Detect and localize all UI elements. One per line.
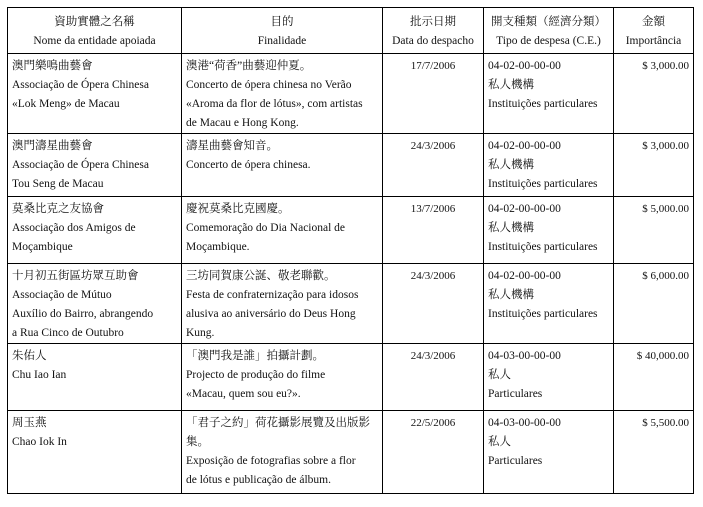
header-amount-zh: 金額: [642, 16, 665, 28]
entity-line: Chao Iok In: [12, 436, 67, 448]
purpose-line: Concerto de ópera chinesa.: [186, 159, 311, 171]
table-row: [8, 197, 694, 264]
amount-cell: $ 40,000.00: [614, 344, 694, 411]
header-amount-pt: Importância: [625, 35, 682, 47]
header-expense-zh: 開支種類（經濟分類）: [491, 16, 606, 28]
entity-line: Tou Seng de Macau: [12, 178, 104, 190]
entity-line: 朱佑人: [12, 350, 47, 362]
header-expense-type: [484, 8, 614, 54]
purpose-cell: [182, 264, 383, 344]
purpose-line: 三坊同賀康公誕、敬老聯歡。: [186, 270, 336, 282]
expense-line: Instituições particulares: [488, 178, 598, 190]
entity-line: 澳門濤星曲藝會: [12, 140, 93, 152]
entity-cell: [8, 411, 182, 494]
purpose-cell: [182, 344, 383, 411]
entity-line: 周玉燕: [12, 417, 47, 429]
expense-cell: [484, 54, 614, 134]
header-purpose-pt: Finalidade: [257, 35, 307, 47]
purpose-line: 濤星曲藝會知音。: [186, 140, 278, 152]
entity-line: Associação de Mútuo: [12, 289, 112, 301]
entity-line: Associação dos Amigos de: [12, 222, 136, 234]
entity-cell: [8, 197, 182, 264]
purpose-line: 澳港“荷香”曲藝迎仲夏。: [186, 60, 312, 72]
table-row: [8, 54, 694, 134]
expense-line: 私人機構: [488, 79, 534, 91]
expense-cell: [484, 264, 614, 344]
date-cell: 22/5/2006: [383, 411, 484, 494]
purpose-line: 「澳門我是誰」拍攝計劃。: [186, 350, 324, 362]
header-purpose: [182, 8, 383, 54]
entity-line: a Rua Cinco de Outubro: [12, 327, 124, 339]
purpose-cell: [182, 134, 383, 197]
purpose-line: Festa de confraternização para idosos: [186, 289, 359, 301]
purpose-line: Exposição de fotografias sobre a flor: [186, 455, 356, 467]
expense-cell: [484, 411, 614, 494]
header-date-pt: Data do despacho: [392, 35, 474, 47]
table-row: [8, 134, 694, 197]
entity-line: «Lok Meng» de Macau: [12, 98, 120, 110]
header-expense-pt: Tipo de despesa (C.E.): [496, 35, 601, 47]
entity-cell: [8, 264, 182, 344]
entity-line: 十月初五街區坊眾互助會: [12, 270, 139, 282]
purpose-line: de lótus e publicação de álbum.: [186, 474, 331, 486]
expense-line: 私人: [488, 436, 511, 448]
expense-line: 04-02-00-00-00: [488, 140, 561, 152]
purpose-line: «Aroma da flor de lótus», com artistas: [186, 98, 363, 110]
header-entity-pt: Nome da entidade apoiada: [33, 35, 156, 47]
expense-line: Particulares: [488, 455, 543, 467]
expense-line: 04-02-00-00-00: [488, 60, 561, 72]
date-cell: 17/7/2006: [383, 54, 484, 134]
amount-cell: $ 5,500.00: [614, 411, 694, 494]
table-row: [8, 264, 694, 344]
table-row: [8, 344, 694, 411]
amount-cell: $ 5,000.00: [614, 197, 694, 264]
purpose-line: 慶祝莫桑比克國慶。: [186, 203, 290, 215]
purpose-line: Moçambique.: [186, 241, 250, 253]
date-cell: 24/3/2006: [383, 264, 484, 344]
header-purpose-zh: 目的: [270, 16, 294, 28]
table-header-row: [8, 8, 694, 54]
amount-cell: $ 6,000.00: [614, 264, 694, 344]
entity-line: Auxílio do Bairro, abrangendo: [12, 308, 154, 320]
date-cell: 13/7/2006: [383, 197, 484, 264]
expense-line: 私人: [488, 369, 511, 381]
entity-line: Associação de Ópera Chinesa: [12, 159, 149, 171]
expense-line: 04-02-00-00-00: [488, 270, 561, 282]
purpose-line: 「君子之約」荷花攝影展覽及出版影: [186, 417, 370, 429]
purpose-cell: [182, 197, 383, 264]
expense-cell: [484, 344, 614, 411]
header-entity-zh: 資助實體之名稱: [54, 16, 135, 28]
purpose-cell: [182, 411, 383, 494]
subsidy-table: [7, 7, 694, 494]
expense-line: 04-02-00-00-00: [488, 203, 561, 215]
entity-line: Moçambique: [12, 241, 73, 253]
entity-cell: [8, 54, 182, 134]
expense-line: Instituições particulares: [488, 98, 598, 110]
entity-cell: [8, 344, 182, 411]
expense-line: 私人機構: [488, 289, 534, 301]
header-date-zh: 批示日期: [410, 16, 456, 28]
amount-cell: $ 3,000.00: [614, 54, 694, 134]
amount-cell: $ 3,000.00: [614, 134, 694, 197]
purpose-cell: [182, 54, 383, 134]
expense-cell: [484, 134, 614, 197]
table-row: [8, 411, 694, 494]
date-cell: 24/3/2006: [383, 134, 484, 197]
header-entity: [8, 8, 182, 54]
entity-line: Associação de Ópera Chinesa: [12, 79, 149, 91]
expense-line: Particulares: [488, 388, 543, 400]
entity-line: Chu Iao Ian: [12, 369, 67, 381]
purpose-line: Projecto de produção do filme: [186, 369, 326, 381]
expense-line: Instituições particulares: [488, 241, 598, 253]
purpose-line: Kung.: [186, 327, 215, 339]
purpose-line: Concerto de ópera chinesa no Verão: [186, 79, 352, 91]
header-date: [383, 8, 484, 54]
purpose-line: Comemoração do Dia Nacional de: [186, 222, 346, 234]
expense-cell: [484, 197, 614, 264]
entity-cell: [8, 134, 182, 197]
expense-line: Instituições particulares: [488, 308, 598, 320]
purpose-line: «Macau, quem sou eu?».: [186, 388, 301, 400]
purpose-line: de Macau e Hong Kong.: [186, 117, 299, 129]
header-amount: [614, 8, 694, 54]
date-cell: 24/3/2006: [383, 344, 484, 411]
entity-line: 澳門樂鳴曲藝會: [12, 60, 93, 72]
entity-line: 莫桑比克之友協會: [12, 203, 104, 215]
purpose-line: alusiva ao aniversário do Deus Hong: [186, 308, 356, 320]
expense-line: 04-03-00-00-00: [488, 350, 561, 362]
expense-line: 私人機構: [488, 159, 534, 171]
expense-line: 04-03-00-00-00: [488, 417, 561, 429]
expense-line: 私人機構: [488, 222, 534, 234]
purpose-line: 集。: [186, 436, 209, 448]
